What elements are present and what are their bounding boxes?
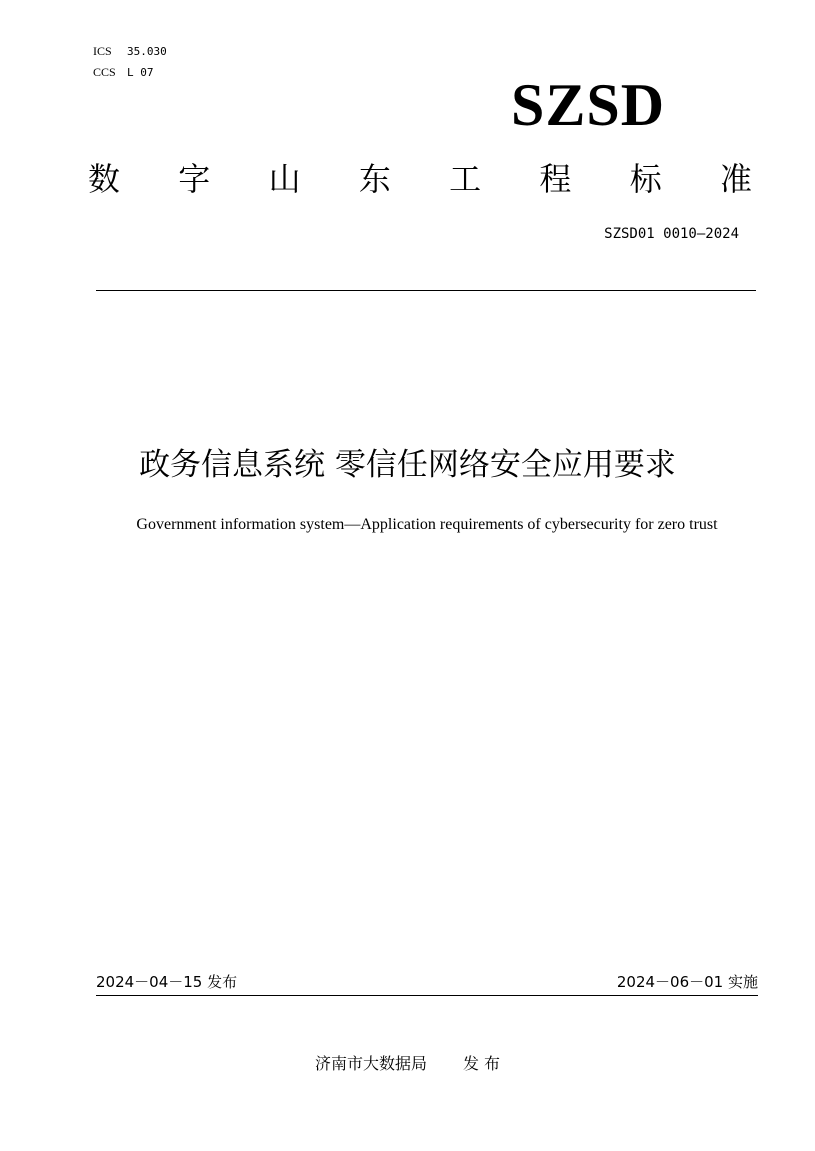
standard-number: SZSD01 0010—2024 <box>604 226 739 242</box>
ics-code <box>93 41 167 62</box>
standard-type-char: 山 <box>268 160 301 198</box>
publisher-line <box>0 1052 815 1076</box>
standard-type-char: 标 <box>629 160 662 198</box>
standard-type-char: 字 <box>178 160 211 198</box>
publisher-action: 发 布 <box>462 1054 501 1073</box>
implementation-date: 2024－06－01 实施 <box>616 973 758 991</box>
publish-date: 2024－04－15 发布 <box>96 973 238 991</box>
ics-value: 35.030 <box>127 45 167 58</box>
standard-type-char: 工 <box>449 160 482 198</box>
ccs-label: CCS <box>93 65 116 79</box>
standard-type-char: 程 <box>539 160 572 198</box>
header-divider <box>96 290 756 291</box>
standard-type-char: 东 <box>358 160 391 198</box>
ccs-value: L 07 <box>127 66 154 79</box>
standard-type-heading <box>88 157 752 201</box>
ccs-code <box>93 62 167 83</box>
standard-type-char: 数 <box>88 160 121 198</box>
classification-codes <box>93 41 167 83</box>
footer-divider <box>96 995 758 996</box>
standard-type-char: 准 <box>719 160 752 198</box>
ics-label: ICS <box>93 44 112 58</box>
standard-brand-mark: SZSD <box>510 72 666 138</box>
document-title-chinese: 政务信息系统 零信任网络安全应用要求 <box>139 447 676 483</box>
publisher-name: 济南市大数据局 <box>314 1054 427 1073</box>
document-title-english: Government information system—Application requirements of cybersecurity for zero trust <box>136 516 718 533</box>
dates-row <box>96 971 758 993</box>
